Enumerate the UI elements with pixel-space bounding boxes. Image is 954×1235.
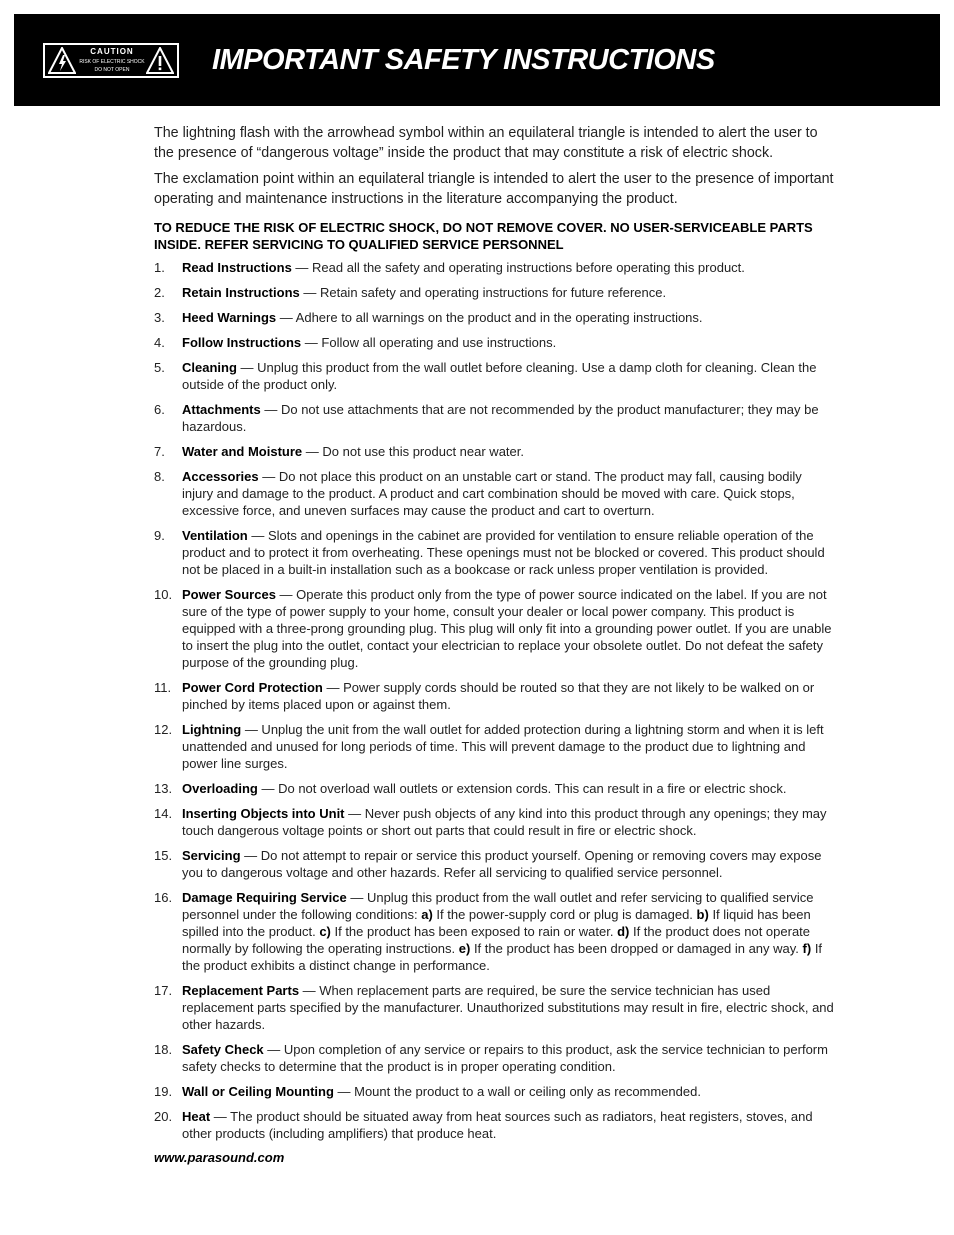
header-bar <box>14 14 940 106</box>
instruction-text: — Do not use attachments that are not recommended by the product manufacturer; they may be hazardous. <box>182 402 819 434</box>
instruction-text: If the product exhibits a distinct change in performance. <box>182 941 823 973</box>
instruction-text: If the product has been exposed to rain or water. <box>330 924 618 939</box>
instruction-text: If the power-supply cord or plug is damaged. <box>432 907 697 922</box>
instruction-title: Retain Instructions <box>182 285 300 300</box>
instruction-item <box>154 443 834 460</box>
instruction-title: Lightning <box>182 722 242 737</box>
instruction-item <box>154 847 834 881</box>
instruction-text: — Unplug this product from the wall outlet before cleaning. Use a damp cloth for cleaning. Clean the outside of the product only. <box>182 360 817 392</box>
instruction-title: Heed Warnings <box>182 310 277 325</box>
instruction-number: 18. <box>154 1042 173 1057</box>
instruction-item <box>154 982 834 1033</box>
instruction-item <box>154 586 834 671</box>
instruction-number: 17. <box>154 983 173 998</box>
instruction-item <box>154 527 834 578</box>
instruction-text: — Unplug this product from the wall outlet and refer servicing to qualified service personnel under the following conditions: <box>182 890 814 922</box>
instruction-number: 3. <box>154 310 165 325</box>
instruction-title: Replacement Parts <box>182 983 300 998</box>
caution-line-1: RISK OF ELECTRIC SHOCK <box>79 59 145 65</box>
instruction-text: — Read all the safety and operating instructions before operating this product. <box>291 260 745 275</box>
footer-url[interactable]: www.parasound.com <box>154 1150 285 1165</box>
instruction-item <box>154 721 834 772</box>
caution-word: CAUTION <box>90 47 134 56</box>
instruction-number: 11. <box>154 680 172 695</box>
instruction-title: Overloading <box>182 781 258 796</box>
instruction-title: Ventilation <box>182 528 248 543</box>
instruction-text: — Retain safety and operating instructions for future reference. <box>299 285 667 300</box>
shock-warning: TO REDUCE THE RISK OF ELECTRIC SHOCK, DO NOT REMOVE COVER. NO USER-SERVICEABLE PARTS INSIDE. REFER SERVICING TO QUALIFIED SERVICE PERSONNEL <box>154 220 813 252</box>
instruction-title: Cleaning <box>182 360 237 375</box>
instruction-item <box>154 259 834 276</box>
instruction-text: — The product should be situated away from heat sources such as radiators, heat registers, stoves, and other products (including amplifiers) that produce heat. <box>182 1109 813 1141</box>
instruction-title: Follow Instructions <box>182 335 302 350</box>
instruction-number: 19. <box>154 1084 173 1099</box>
condition-letter: e) <box>458 941 471 956</box>
instruction-number: 12. <box>154 722 173 737</box>
instruction-number: 4. <box>154 335 165 350</box>
instruction-text: — Do not attempt to repair or service this product yourself. Opening or removing covers may expose you to dangerous voltage and other hazards. Refer all servicing to qualified service personnel. <box>182 848 822 880</box>
exclamation-warning-icon <box>146 47 174 74</box>
instruction-number: 2. <box>154 285 165 300</box>
instruction-title: Servicing <box>182 848 241 863</box>
instruction-item <box>154 284 834 301</box>
instruction-title: Inserting Objects into Unit <box>182 806 345 821</box>
instruction-text: — Do not place this product on an unstable cart or stand. The product may fall, causing bodily injury and damage to the product. A product and cart combination should be moved with care. Quick stops, excessive force, and uneven surfaces may cause the product and cart to overturn. <box>182 469 802 518</box>
instruction-item <box>154 1083 834 1100</box>
instruction-text: — Mount the product to a wall or ceiling only as recommended. <box>333 1084 701 1099</box>
instruction-text: — Unplug the unit from the wall outlet for added protection during a lightning storm and when it is left unattended and unused for long periods of time. This will prevent damage to the product due to lightning and power line surges. <box>182 722 824 771</box>
instruction-item <box>154 309 834 326</box>
condition-letter: b) <box>696 907 709 922</box>
instruction-number: 6. <box>154 402 165 417</box>
instruction-item <box>154 1108 834 1142</box>
instruction-item <box>154 780 834 797</box>
instruction-item <box>154 401 834 435</box>
instruction-title: Accessories <box>182 469 259 484</box>
instruction-number: 20. <box>154 1109 173 1124</box>
instruction-text: — Never push objects of any kind into this product through any openings; they may touch dangerous voltage points or short out parts that could result in fire or electric shock. <box>182 806 827 838</box>
caution-text <box>78 45 146 76</box>
instruction-title: Read Instructions <box>182 260 292 275</box>
instruction-number: 10. <box>154 587 173 602</box>
instruction-text: — Adhere to all warnings on the product and in the operating instructions. <box>276 310 703 325</box>
lightning-warning-icon <box>48 47 76 74</box>
caution-label <box>43 43 179 78</box>
instruction-list <box>154 259 834 1142</box>
instruction-number: 5. <box>154 360 165 375</box>
instruction-title: Power Cord Protection <box>182 680 323 695</box>
condition-letter: a) <box>421 907 433 922</box>
instruction-text: — Follow all operating and use instructions. <box>301 335 557 350</box>
intro-paragraph: The lightning flash with the arrowhead symbol within an equilateral triangle is intended to alert the user to the presence of “dangerous voltage” inside the product that may constitute a risk of electric shock. <box>154 125 818 161</box>
instruction-text: — Upon completion of any service or repairs to this product, ask the service technician to perform safety checks to determine that the product is in proper operating condition. <box>182 1042 828 1074</box>
instruction-item <box>154 805 834 839</box>
instruction-text: If liquid has been spilled into the product. <box>182 907 811 939</box>
instruction-title: Attachments <box>182 402 261 417</box>
instruction-title: Water and Moisture <box>182 444 303 459</box>
condition-letter: c) <box>319 924 331 939</box>
instruction-number: 7. <box>154 444 165 459</box>
instruction-item <box>154 359 834 393</box>
content <box>154 123 834 1165</box>
instruction-text: — Operate this product only from the type of power source indicated on the label. If you are not sure of the type of power supply to your home, consult your dealer or local power company. This product is equipped with a three-prong grounding plug. This plug will only fit into a grounding power outlet. If you are unable to insert the plug into the outlet, contact your electrician to replace your obsolete outlet. Do not defeat the safety purpose of the grounding plug. <box>182 587 832 670</box>
instruction-text: If the product has been dropped or damaged in any way. <box>470 941 803 956</box>
instruction-title: Wall or Ceiling Mounting <box>182 1084 334 1099</box>
instruction-item <box>154 679 834 713</box>
instruction-number: 15. <box>154 848 173 863</box>
page-title: IMPORTANT SAFETY INSTRUCTIONS <box>212 44 715 76</box>
instruction-number: 13. <box>154 781 173 796</box>
instruction-text: — Power supply cords should be routed so that they are not likely to be walked on or pinched by items placed upon or against them. <box>182 680 815 712</box>
instruction-item <box>154 334 834 351</box>
instruction-title: Safety Check <box>182 1042 264 1057</box>
intro-paragraph: The exclamation point within an equilateral triangle is intended to alert the user to the presence of important operating and maintenance instructions in the literature accompanying the product. <box>154 171 834 207</box>
instruction-title: Power Sources <box>182 587 276 602</box>
condition-letter: f) <box>802 941 812 956</box>
instruction-text: — Do not use this product near water. <box>302 444 524 459</box>
condition-letter: d) <box>617 924 630 939</box>
caution-line-2: DO NOT OPEN <box>94 67 130 73</box>
instruction-title: Damage Requiring Service <box>182 890 347 905</box>
instruction-item <box>154 468 834 519</box>
instruction-title: Heat <box>182 1109 211 1124</box>
instruction-item <box>154 1041 834 1075</box>
instruction-text: — When replacement parts are required, be sure the service technician has used replacement parts specified by the manufacturer. Unauthorized substitutions may result in fire, electric shock, and other hazards. <box>182 983 834 1032</box>
instruction-number: 9. <box>154 528 165 543</box>
instruction-number: 14. <box>154 806 173 821</box>
instruction-text: — Do not overload wall outlets or extension cords. This can result in a fire or electric shock. <box>257 781 787 796</box>
instruction-text: — Slots and openings in the cabinet are provided for ventilation to ensure reliable operation of the product and to protect it from overheating. These openings must not be blocked or covered. This product should not be placed in a built-in installation such as a bookcase or rack unless proper ventilation is provided. <box>182 528 825 577</box>
instruction-item <box>154 889 834 974</box>
instruction-number: 8. <box>154 469 165 484</box>
instruction-text: If the product does not operate normally by following the operating instructions. <box>182 924 811 956</box>
instruction-number: 16. <box>154 890 173 905</box>
instruction-number: 1. <box>154 260 165 275</box>
